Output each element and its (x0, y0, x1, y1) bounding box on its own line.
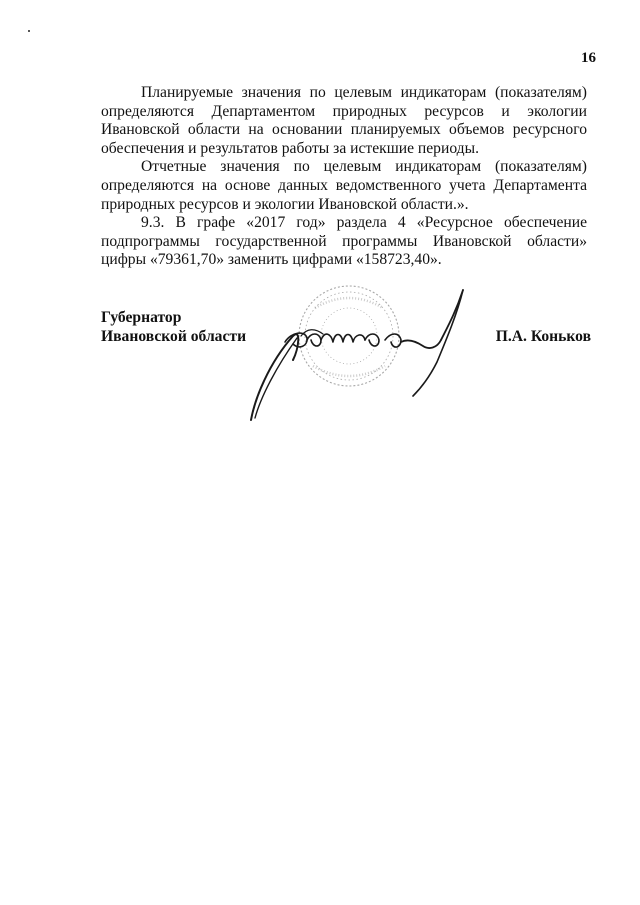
scan-artifact-dot (28, 30, 30, 32)
page-number: 16 (581, 50, 596, 66)
round-seal-icon (299, 286, 399, 386)
paragraph-reported-values: Отчетные значения по целевым индикаторам (показателям) определяются на основе данных ведомственного учета Департамента природных ресурсов и экологии Ивановской области.». (101, 158, 587, 213)
paragraph-amendment-9-3: 9.3. В графе «2017 год» раздела 4 «Ресурсное обеспечение подпрограммы государственной программы Ивановской области» цифры «79361,70» заменить цифрами «158723,40». (101, 214, 587, 269)
body-text (101, 84, 587, 270)
signature-block (101, 308, 591, 428)
signatory-title-line-2: Ивановской области (101, 328, 247, 345)
handwritten-signature-icon (251, 290, 463, 420)
signatory-name: П.А. Коньков (495, 328, 591, 345)
signatory-title (101, 308, 246, 346)
signatory-title-line-1: Губернатор (101, 309, 182, 326)
signature-with-seal-icon (241, 278, 481, 438)
paragraph-planned-values: Планируемые значения по целевым индикаторам (показателям) определяются Департаментом природных ресурсов и экологии Ивановской области на основании планируемых объемов ресурсного обеспечения и результатов работы за истекшие периоды. (101, 84, 587, 157)
